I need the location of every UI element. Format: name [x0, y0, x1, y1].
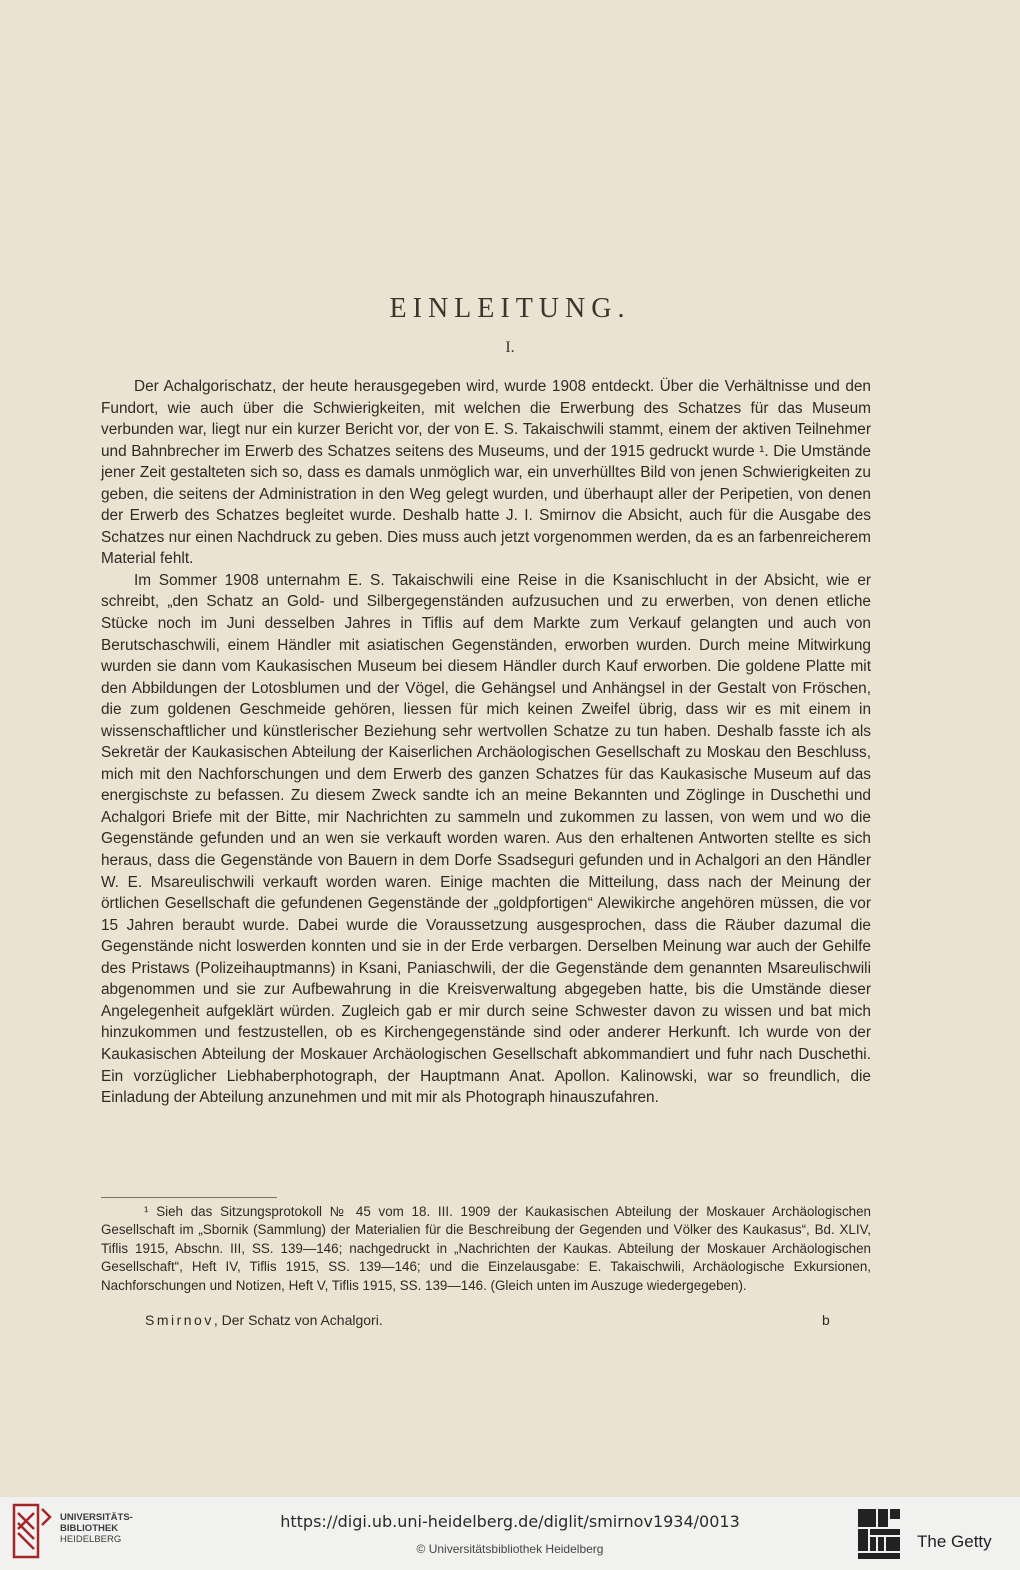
- paragraph-1: Der Achalgorischatz, der heute herausgegeben wird, wurde 1908 entdeckt. Über die Verhältnisse und den Fundort, wie auch über die Schwierigkeiten, mit welchen die Erwerbung des Schatzes für das Museum verbunden war, liegt nur ein kurzer Bericht vor, der von E. S. Takaischwili stammt, einem der aktiven Teilnehmer und Bahnbrecher im Erwerb des Schatzes seitens des Museums, und der 1915 gedruckt wurde ¹. Die Umstände jener Zeit gestalteten sich so, dass es damals unmöglich war, ein unverhülltes Bild von jenen Schwierigkeiten zu geben, die seitens der Administration in den Weg gelegt wurden, und überhaupt aller der Peripetien, von denen der Erwerb des Schatzes begleitet wurde. Deshalb hatte J. I. Smirnov die Absicht, auch für die Ausgabe des Schatzes nur einen Nachdruck zu geben. Dies muss auch jetzt vorgenommen werden, da es an farbenreicherem Material fehlt.: [101, 378, 871, 568]
- signature-author: Smirnov: [145, 1312, 214, 1328]
- signature-title: , Der Schatz von Achalgori.: [213, 1312, 383, 1328]
- library-name-line2: BIBLIOTHEK: [60, 1523, 119, 1534]
- section-number: I.: [505, 339, 515, 356]
- library-name-line1: UNIVERSITÄTS-: [60, 1512, 133, 1523]
- paragraph-2: Im Sommer 1908 unternahm E. S. Takaischwili eine Reise in die Ksanischlucht in der Absicht, wie er schreibt, „den Schatz an Gold- und Silbergegenständen aufzusuchen und zu erwerben, von denen etliche Stücke noch im Juni desselben Jahres in Tiflis auf dem Markte zum Verkauf gelangten und auch von Berutschaschwili, einem Händler mit asiatischen Gegenständen, erworben wurden. Durch meine Mitwirkung wurden sie dann vom Kaukasischen Museum bei diesem Händler durch Kauf erworben. Die goldene Platte mit den Abbildungen der Lotosblumen und der Vögel, die Gehängsel und Anhängsel in der Gestalt von Fröschen, die zum goldenen Geschmeide gehören, liessen für mich keinen Zweifel übrig, dass wir es mit einem in wissenschaftlicher und künstlerischer Beziehung sehr wertvollen Schatze zu tun haben. Deshalb fasste ich als Sekretär der Kaukasischen Abteilung der Kaiserlichen Archäologischen Gesellschaft zu Moskau den Beschluss, mich mit den Nachforschungen und dem Erwerb des ganzen Schatzes für das Kaukasische Museum auf das energischste zu befassen. Zu diesem Zweck sandte ich an meine Bekannten und Zöglinge in Duschethi und Achalgori Briefe mit der Bitte, mir Nachrichten zu sammeln und zukommen zu lassen, von wem und wo die Gegenstände gefunden und an wen sie verkauft worden waren. Aus den erhaltenen Antworten stellte es sich heraus, dass die Gegenstände von Bauern in dem Dorfe Ssadseguri gefunden und in Achalgori an den Händler W. E. Msareulischwili verkauft worden waren. Einige machten die Mitteilung, dass nach der Meinung der örtlichen Gesellschaft die gefundenen Gegenstände der „goldpfortigen“ Alewikirche angehören müssen, die vor 15 Jahren beraubt wurde. Dabei wurde die Voraussetzung ausgesprochen, dass die Räuber dazumal die Gegenstände nicht loswerden konnten und sie in der Erde verbargen. Derselben Meinung war auch der Gehilfe des Pristaws (Polizeihauptmanns) in Ksani, Paniaschwili, der die Gegenstände dem genannten Msareulischwili abgenommen und sie zur Aufbewahrung in die Kreisverwaltung abgegeben hatte, bis die Umstände dieser Angelegenheit aufgeklärt würden. Zugleich gab er mir durch seine Schwester davon zu wissen und bat mich hinzukommen und festzustellen, ob es Kirchengegenstände sind oder anderer Herkunft. Ich wurde von der Kaukasischen Abteilung der Moskauer Archäologischen Gesellschaft abkommandiert und fuhr nach Duschethi. Ein vorzüglicher Liebhaberphotograph, der Hauptmann Anat. Apollon. Kalinowski, war so freundlich, die Einladung der Abteilung anzunehmen und mit mir als Photograph hinauszufahren.: [101, 571, 871, 1107]
- getty-name[interactable]: The Getty: [917, 1532, 992, 1551]
- page-title: EINLEITUNG.: [389, 293, 631, 324]
- getty-logo-icon[interactable]: [856, 1507, 902, 1563]
- footnote: ¹ Sieh das Sitzungsprotokoll № 45 vom 18. III. 1909 der Kaukasischen Abteilung der Moskauer Archäologischen Gesellschaft im „Sbornik (Sammlung) der Materialien für die Beschreibung der Gegenden und Völker des Kaukasus“, Bd. XLIV, Tiflis 1915, Abschn. III, SS. 139—146; nachgedruckt in „Nachrichten der Kaukas. Abteilung der Moskauer Archäologischen Gesellschaft“, Heft IV, Tiflis 1915, SS. 139—146; und die Einzelausgabe: E. Takaischwili, Archäologische Exkursionen, Nachforschungen und Notizen, Heft V, Tiflis 1915, SS. 139—146. (Gleich unten im Auszuge wiedergegeben).: [101, 1204, 871, 1293]
- library-name-line3: HEIDELBERG: [60, 1534, 122, 1545]
- permalink-url[interactable]: https://digi.ub.uni-heidelberg.de/diglit/smirnov1934/0013: [280, 1512, 740, 1531]
- footnote-divider: [101, 1197, 277, 1198]
- sheet-mark: b: [822, 1312, 830, 1328]
- copyright-notice: © Universitätsbibliothek Heidelberg: [416, 1542, 604, 1556]
- signature-line: [145, 1312, 383, 1328]
- body-text: [101, 376, 871, 1109]
